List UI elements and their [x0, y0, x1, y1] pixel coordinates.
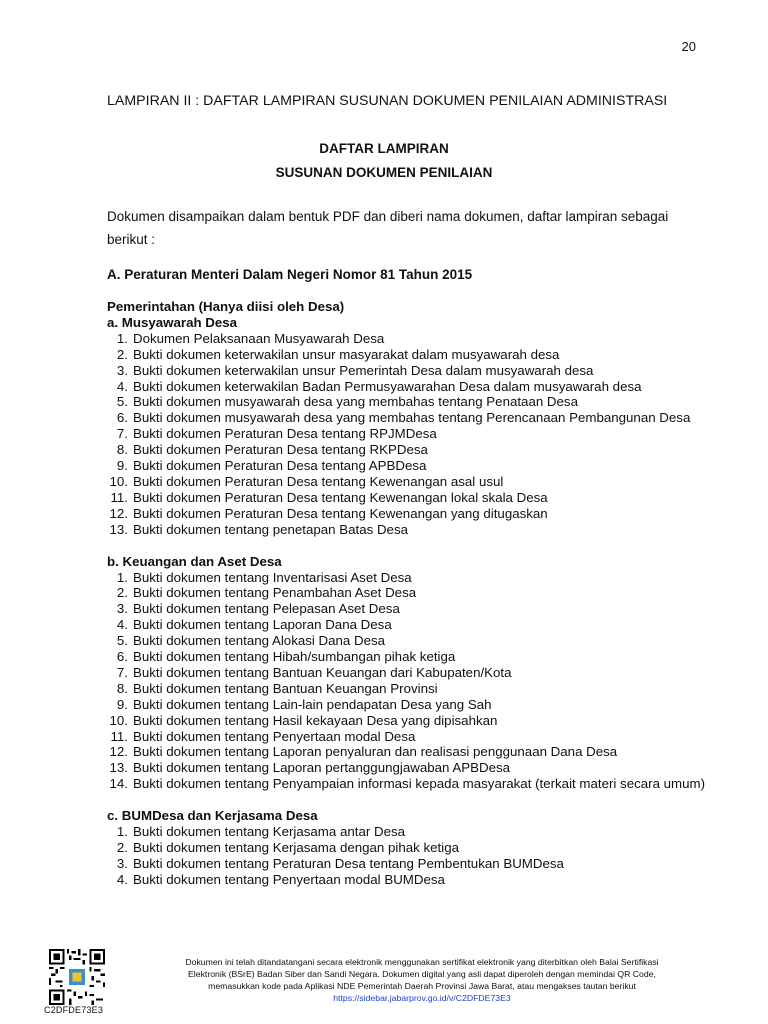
list-item-text: Bukti dokumen keterwakilan unsur Pemerintah Desa dalam musyawarah desa [133, 362, 594, 378]
signature-note-line-2: Elektronik (BSrE) Badan Siber dan Sandi Negara. Dokumen digital yang asli dapat diperoleh dengan memindai QR Code, [188, 969, 656, 979]
list-item-text: Bukti dokumen tentang Laporan Dana Desa [133, 617, 392, 633]
list-item [107, 760, 707, 776]
list-item [107, 872, 707, 888]
signature-note-line-1: Dokumen ini telah ditandatangani secara elektronik menggunakan sertifikat elektronik yang diterbitkan oleh Balai Sertifikasi [185, 957, 659, 967]
title-block [0, 137, 768, 185]
list-item [107, 410, 707, 426]
list-item [107, 681, 707, 697]
list-item-text: Bukti dokumen keterwakilan unsur masyarakat dalam musyawarah desa [133, 346, 560, 362]
list-item-text: Bukti dokumen tentang Lain-lain pendapatan Desa yang Sah [133, 696, 492, 712]
list-item-number: 14. [109, 776, 128, 792]
list-item-text: Bukti dokumen tentang Laporan pertanggungjawaban APBDesa [133, 760, 511, 776]
list-item [107, 394, 707, 410]
list-item-text: Bukti dokumen tentang Laporan penyaluran dan realisasi penggunaan Dana Desa [133, 744, 618, 760]
group-title: b. Keuangan dan Aset Desa [107, 553, 282, 569]
list-item-number: 3. [116, 362, 128, 378]
list-item [107, 840, 707, 856]
list-item-text: Bukti dokumen tentang Inventarisasi Aset Desa [133, 569, 412, 585]
list-item-number: 7. [116, 664, 128, 680]
document-list [107, 331, 707, 538]
list-item [107, 649, 707, 665]
list-item-text: Dokumen Pelaksanaan Musyawarah Desa [133, 330, 385, 346]
list-item [107, 585, 707, 601]
list-item [107, 379, 707, 395]
list-item [107, 856, 707, 872]
list-item-number: 6. [116, 649, 128, 665]
section-a-heading: A. Peraturan Menteri Dalam Negeri Nomor 81 Tahun 2015 [107, 267, 473, 282]
title-line-2: SUSUNAN DOKUMEN PENILAIAN [275, 165, 493, 180]
list-item-text: Bukti dokumen tentang Bantuan Keuangan Provinsi [133, 680, 438, 696]
list-item-text: Bukti dokumen tentang Alokasi Dana Desa [133, 633, 386, 649]
list-item-text: Bukti dokumen tentang Bantuan Keuangan dari Kabupaten/Kota [133, 664, 512, 680]
qr-code-text: C2DFDE73E3 [44, 1005, 104, 1015]
list-item-text: Bukti dokumen tentang Penambahan Aset Desa [133, 585, 417, 601]
list-item [107, 744, 707, 760]
list-item [107, 490, 707, 506]
list-item-number: 1. [116, 569, 128, 585]
list-item-number: 13. [109, 521, 128, 537]
lampiran-groups [107, 315, 707, 888]
list-item-text: Bukti dokumen Peraturan Desa tentang Kewenangan lokal skala Desa [133, 489, 548, 505]
list-item-number: 13. [109, 760, 128, 776]
list-item [107, 633, 707, 649]
signature-note-line-3: memasukkan kode pada Aplikasi NDE Pemerintah Daerah Provinsi Jawa Barat, atau mengakses tautan berikut [208, 981, 636, 991]
list-item-text: Bukti dokumen keterwakilan Badan Permusyawarahan Desa dalam musyawarah desa [133, 378, 642, 394]
list-item-text: Bukti dokumen tentang Kerjasama dengan pihak ketiga [133, 840, 459, 855]
list-item [107, 729, 707, 745]
list-item-number: 6. [116, 410, 128, 426]
list-item-number: 5. [116, 394, 128, 410]
list-item-number: 2. [116, 585, 128, 601]
list-item-number: 10. [109, 712, 128, 728]
list-item-text: Bukti dokumen Peraturan Desa tentang RPJMDesa [133, 426, 437, 442]
list-item-text: Bukti dokumen tentang Pelepasan Aset Desa [133, 601, 400, 617]
list-item [107, 776, 707, 792]
list-item-text: Bukti dokumen musyawarah desa yang membahas tentang Penataan Desa [133, 394, 578, 410]
list-item [107, 426, 707, 442]
list-item-number: 3. [116, 855, 128, 871]
list-item-number: 7. [116, 426, 128, 442]
signature-note [132, 956, 712, 1004]
group-spacer [107, 538, 707, 554]
list-item-text: Bukti dokumen Peraturan Desa tentang APBDesa [133, 458, 427, 474]
qr-code-icon [49, 949, 105, 1005]
list-item [107, 617, 707, 633]
list-item-number: 4. [116, 378, 128, 394]
list-item [107, 601, 707, 617]
list-item-number: 12. [109, 744, 128, 760]
list-item-number: 1. [116, 330, 128, 346]
list-item-number: 11. [110, 728, 128, 744]
pemerintahan-title: Pemerintahan (Hanya diisi oleh Desa) [107, 299, 345, 314]
list-item-number: 11. [110, 489, 128, 505]
list-item-number: 12. [109, 505, 128, 521]
list-item-number: 1. [116, 824, 128, 840]
document-list [107, 824, 707, 888]
list-item-number: 2. [116, 346, 128, 362]
list-item-text: Bukti dokumen tentang Hasil kekayaan Desa yang dipisahkan [133, 712, 498, 728]
list-item [107, 824, 707, 840]
document-list [107, 570, 707, 793]
list-item-number: 10. [109, 473, 128, 489]
list-item-text: Bukti dokumen Peraturan Desa tentang Kewenangan yang ditugaskan [133, 505, 548, 521]
list-item [107, 506, 707, 522]
list-item [107, 474, 707, 490]
list-item-text: Bukti dokumen tentang penetapan Batas Desa [133, 521, 408, 537]
list-item [107, 570, 707, 586]
intro-paragraph: Dokumen disampaikan dalam bentuk PDF dan diberi nama dokumen, daftar lampiran sebagai berikut : [107, 209, 669, 247]
group-title: c. BUMDesa dan Kerjasama Desa [107, 808, 318, 824]
list-item-number: 9. [116, 458, 128, 474]
list-item-text: Bukti dokumen tentang Peraturan Desa tentang Pembentukan BUMDesa [133, 855, 564, 871]
list-item [107, 347, 707, 363]
list-item [107, 442, 707, 458]
list-item-number: 9. [116, 696, 128, 712]
list-item-text: Bukti dokumen tentang Penyertaan modal BUMDesa [133, 871, 445, 887]
list-item-text: Bukti dokumen tentang Penyampaian informasi kepada masyarakat (terkait materi secara umum) [133, 776, 706, 792]
list-item-text: Bukti dokumen musyawarah desa yang membahas tentang Perencanaan Pembangunan Desa [133, 410, 691, 426]
list-item-text: Bukti dokumen Peraturan Desa tentang Kewenangan asal usul [133, 473, 504, 489]
group-title: a. Musyawarah Desa [107, 314, 238, 330]
list-item-text: Bukti dokumen tentang Kerjasama antar Desa [133, 824, 406, 840]
list-item-number: 8. [116, 442, 128, 458]
list-item-text: Bukti dokumen Peraturan Desa tentang RKPDesa [133, 442, 428, 458]
document-heading: LAMPIRAN II : DAFTAR LAMPIRAN SUSUNAN DOKUMEN PENILAIAN ADMINISTRASI [107, 93, 668, 109]
list-item-number: 4. [116, 871, 128, 887]
list-item [107, 713, 707, 729]
list-item [107, 458, 707, 474]
list-item-number: 3. [116, 601, 128, 617]
title-line-1: DAFTAR LAMPIRAN [319, 141, 449, 156]
list-item-text: Bukti dokumen tentang Hibah/sumbangan pihak ketiga [133, 649, 456, 665]
list-item [107, 363, 707, 379]
page-number: 20 [681, 39, 696, 54]
list-item-number: 5. [116, 633, 128, 649]
list-item [107, 697, 707, 713]
list-item [107, 522, 707, 538]
list-item-number: 2. [116, 840, 128, 855]
lampiran-content [107, 299, 707, 888]
list-item-text: Bukti dokumen tentang Penyertaan modal Desa [133, 728, 416, 744]
list-item-number: 8. [116, 680, 128, 696]
list-item [107, 331, 707, 347]
verification-link[interactable]: https://sidebar.jabarprov.go.id/v/C2DFDE73E3 [333, 993, 511, 1003]
group-spacer [107, 792, 707, 808]
list-item-number: 4. [116, 617, 128, 633]
list-item [107, 665, 707, 681]
